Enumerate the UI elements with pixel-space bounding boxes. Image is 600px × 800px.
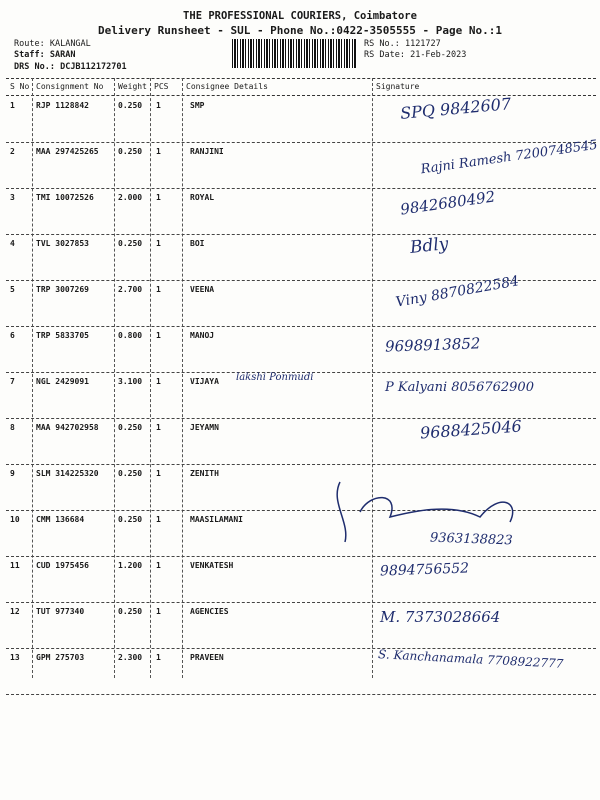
row-sno: 5 (10, 285, 15, 294)
col-weight: Weight (118, 82, 147, 91)
col-consignment: Consignment No (36, 82, 104, 91)
staff-label: Staff: (14, 50, 45, 60)
row-consignment-no: GPM 275703 (36, 653, 85, 662)
row-signature: M. 7373028664 (380, 608, 501, 626)
row-sno: 13 (10, 653, 20, 662)
col-sno: S No (10, 82, 30, 91)
row-consignment-no: TRP 3007269 (36, 285, 89, 294)
row-pcs: 1 (156, 377, 161, 386)
row-sno: 3 (10, 193, 15, 202)
row-weight: 0.250 (118, 423, 143, 432)
route-label: Route: (14, 39, 45, 49)
row-consignee: BOI (190, 239, 205, 248)
table-header (6, 78, 596, 96)
row-pcs: 1 (156, 469, 161, 478)
row-signature: S. Kanchanamala 7708922777 (377, 647, 564, 671)
row-consignment-no: CUD 1975456 (36, 561, 89, 570)
row-signature: 9688425046 (419, 416, 523, 443)
row-consignee: VIJAYA (190, 377, 219, 386)
row-pcs: 1 (156, 239, 161, 248)
row-signature: Viny 8870822584 (394, 273, 521, 311)
runsheet-subtitle: Delivery Runsheet - SUL - Phone No.:0422-3505555 - Page No.:1 (98, 24, 502, 37)
row-weight: 0.800 (118, 331, 143, 340)
col-consignee: Consignee Details (186, 82, 268, 91)
row-consignee: RANJINI (190, 147, 224, 156)
col-pcs: PCS (154, 82, 169, 91)
row-weight: 0.250 (118, 239, 143, 248)
table-row (6, 556, 596, 603)
row-pcs: 1 (156, 101, 161, 110)
table-row (6, 96, 596, 143)
row-sno: 4 (10, 239, 15, 248)
row-consignee: MAASILAMANI (190, 515, 243, 524)
row-weight: 1.200 (118, 561, 143, 570)
drs-field (14, 62, 127, 72)
row-pcs: 1 (156, 515, 161, 524)
route-field (14, 39, 91, 49)
row-pcs: 1 (156, 331, 161, 340)
rs-date-field (364, 50, 466, 60)
row-signature: 9894756552 (379, 560, 470, 580)
row-weight: 0.250 (118, 607, 143, 616)
row-pcs: 1 (156, 147, 161, 156)
row-consignment-no: TUT 977340 (36, 607, 85, 616)
table-row (6, 137, 599, 189)
rs-no-value: 1121727 (404, 39, 441, 49)
row-signature: 9842680492 (399, 187, 497, 219)
row-sno: 9 (10, 469, 15, 478)
row-pcs: 1 (156, 423, 161, 432)
row-weight: 2.700 (118, 285, 143, 294)
row-consignee: MANOJ (190, 331, 215, 340)
table-row (6, 273, 596, 327)
row-sno: 11 (10, 561, 20, 570)
row-consignment-no: NGL 2429091 (36, 377, 89, 386)
rs-no-field (364, 39, 441, 49)
rs-date-value: 21-Feb-2023 (410, 50, 467, 60)
row-consignment-no: RJP 1128842 (36, 101, 89, 110)
row-weight: 3.100 (118, 377, 143, 386)
row-consignment-no: CMM 136684 (36, 515, 85, 524)
row-consignee: ZENITH (190, 469, 219, 478)
row-consignee: SMP (190, 101, 205, 110)
row-sno: 8 (10, 423, 15, 432)
row-pcs: 1 (156, 561, 161, 570)
drs-value: DCJB112172701 (60, 62, 127, 72)
row-pcs: 1 (156, 607, 161, 616)
row-sno: 1 (10, 101, 15, 110)
staff-field (14, 50, 75, 60)
row-weight: 2.000 (118, 193, 143, 202)
handwritten-note: lakshi Ponmudi (236, 372, 314, 383)
row-consignee: JEYAMN (190, 423, 219, 432)
row-sno: 12 (10, 607, 20, 616)
table-row (6, 326, 596, 373)
row-signature: 9363138823 (429, 530, 513, 549)
staff-value: SARAN (49, 50, 76, 60)
row-signature: 9698913852 (384, 334, 481, 356)
row-sno: 2 (10, 147, 15, 156)
table-row (6, 648, 596, 695)
row-consignee: AGENCIES (190, 607, 229, 616)
row-consignment-no: TRP 5833705 (36, 331, 89, 340)
drs-label: DRS No.: (14, 62, 55, 72)
row-consignment-no: MAA 297425265 (36, 147, 99, 156)
table-row (6, 188, 596, 235)
company-title: THE PROFESSIONAL COURIERS, Coimbatore (183, 10, 417, 22)
row-sno: 6 (10, 331, 15, 340)
row-signature: SPQ 9842607 (399, 94, 512, 123)
route-value: KALANGAL (49, 39, 91, 49)
rs-no-label: RS No.: (364, 39, 400, 49)
row-weight: 0.250 (118, 469, 143, 478)
row-weight: 2.300 (118, 653, 143, 662)
row-consignee: ROYAL (190, 193, 215, 202)
table-row (6, 602, 596, 649)
row-pcs: 1 (156, 285, 161, 294)
row-consignment-no: SLM 314225320 (36, 469, 99, 478)
row-consignment-no: MAA 942702958 (36, 423, 99, 432)
zenith-signature-scribble (320, 472, 550, 552)
barcode (232, 39, 357, 68)
row-consignment-no: TMI 10072526 (36, 193, 94, 202)
row-pcs: 1 (156, 653, 161, 662)
row-sno: 10 (10, 515, 20, 524)
row-pcs: 1 (156, 193, 161, 202)
rs-date-label: RS Date: (364, 50, 405, 60)
col-signature: Signature (376, 82, 420, 91)
row-weight: 0.250 (118, 147, 143, 156)
row-consignment-no: TVL 3027853 (36, 239, 89, 248)
row-signature: Rajni Ramesh 7200748545 (419, 137, 599, 178)
row-signature: Bdly (409, 234, 450, 258)
row-weight: 0.250 (118, 101, 143, 110)
row-consignee: VENKATESH (190, 561, 234, 570)
row-consignee: PRAVEEN (190, 653, 224, 662)
table-row (6, 418, 596, 465)
row-weight: 0.250 (118, 515, 143, 524)
row-sno: 7 (10, 377, 15, 386)
row-consignee: VEENA (190, 285, 215, 294)
row-signature: P Kalyani 8056762900 (385, 380, 534, 395)
